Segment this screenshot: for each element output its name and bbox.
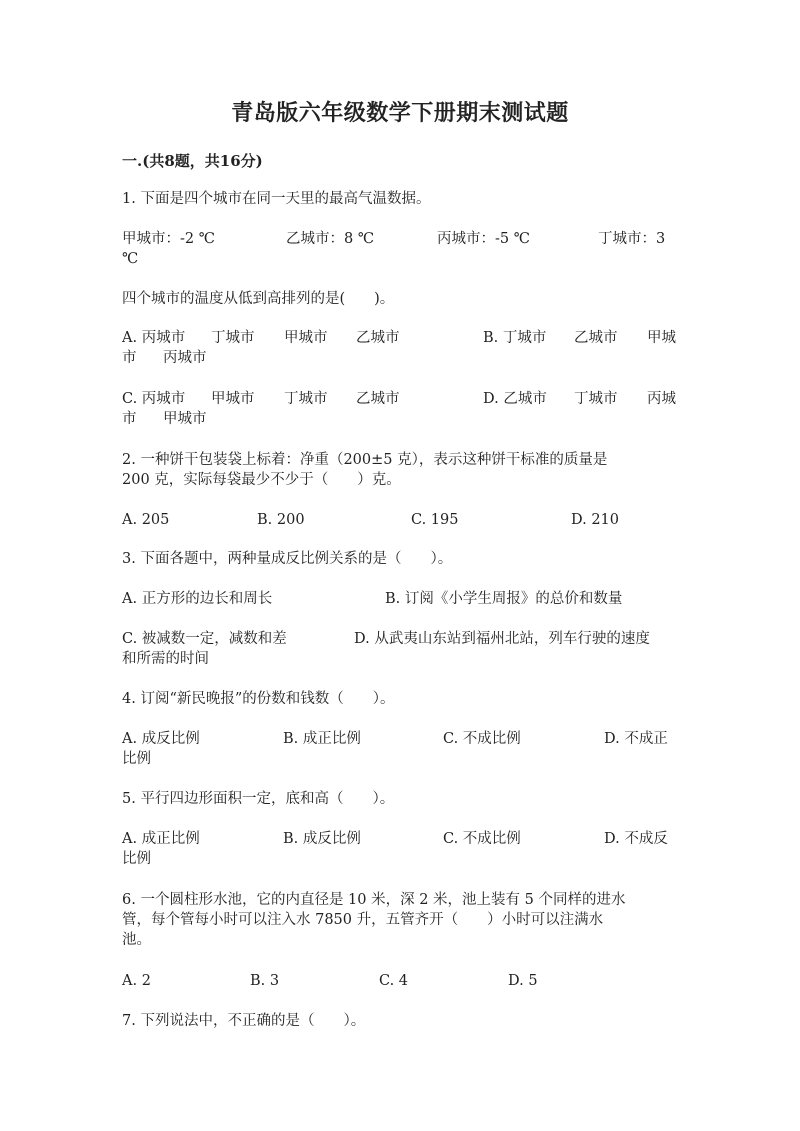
temp-bing: 丙城市：-5 ℃ (437, 231, 530, 247)
q3-option-b[interactable]: B. 订阅《小学生周报》的总价和数量 (385, 591, 623, 607)
q1-option-b-5: 丙城市 (163, 350, 207, 366)
q1-option-c-3: 丁城市 (284, 391, 328, 407)
q4-option-a[interactable]: A. 成反比例 (122, 731, 200, 747)
q2-option-b[interactable]: B. 200 (257, 512, 305, 528)
q1-option-b-2: 乙城市 (574, 330, 618, 346)
temp-yi: 乙城市：8 ℃ (286, 231, 375, 247)
question-2-stem-2: 200 克，实际每袋最少不少于（ ）克。 (122, 472, 401, 488)
q4-option-d[interactable]: D. 不成正 (604, 731, 668, 747)
q6-option-a[interactable]: A. 2 (122, 973, 151, 989)
question-6-stem-2: 管，每个管每小时可以注入水 7850 升，五管齐开（ ）小时可以注满水 (122, 912, 604, 928)
question-3-stem: 3. 下面各题中，两种量成反比例关系的是（ ）。 (122, 551, 453, 567)
q4-option-b[interactable]: B. 成正比例 (283, 731, 361, 747)
question-5-stem: 5. 平行四边形面积一定，底和高（ ）。 (122, 791, 395, 807)
q1-option-d-1[interactable]: D. 乙城市 (483, 391, 547, 407)
q1-option-c-2: 甲城市 (211, 391, 255, 407)
q3-option-d-2: 和所需的时间 (122, 651, 209, 667)
q5-option-a[interactable]: A. 成正比例 (122, 831, 200, 847)
q2-option-d[interactable]: D. 210 (571, 512, 620, 528)
question-1-stem: 1. 下面是四个城市在同一天里的最高气温数据。 (122, 191, 431, 207)
q6-option-c[interactable]: C. 4 (379, 973, 409, 989)
q3-option-d-1[interactable]: D. 从武夷山东站到福州北站，列车行驶的速度 (354, 631, 650, 647)
section-heading: 一.(共8题，共16分) (122, 152, 263, 170)
q1-option-b-4: 市 (122, 350, 137, 366)
q2-option-c[interactable]: C. 195 (411, 512, 459, 528)
question-7-stem: 7. 下列说法中，不正确的是（ ）。 (122, 1013, 366, 1029)
question-1-ask: 四个城市的温度从低到高排列的是( )。 (122, 291, 395, 307)
question-2-stem-1: 2. 一种饼干包装袋上标着：净重（200±5 克），表示这种饼干标准的质量是 (122, 452, 608, 468)
temp-jia: 甲城市：-2 ℃ (122, 231, 215, 247)
q5-option-d[interactable]: D. 不成反 (604, 831, 668, 847)
q1-option-a-3: 甲城市 (284, 330, 328, 346)
q1-option-d-3: 丙城 (647, 391, 676, 407)
q1-option-b-3: 甲城 (647, 330, 676, 346)
q6-option-d[interactable]: D. 5 (508, 973, 538, 989)
q1-option-b-1[interactable]: B. 丁城市 (483, 330, 547, 346)
question-4-stem: 4. 订阅“新民晚报”的份数和钱数（ ）。 (122, 691, 395, 707)
page-title: 青岛版六年级数学下册期末测试题 (231, 100, 569, 126)
q3-option-a[interactable]: A. 正方形的边长和周长 (122, 591, 273, 607)
q2-option-a[interactable]: A. 205 (122, 512, 170, 528)
question-6-stem-1: 6. 一个圆柱形水池，它的内直径是 10 米，深 2 米，池上装有 5 个同样的进水 (122, 892, 626, 908)
temp-ding: 丁城市：3 (598, 231, 666, 247)
question-6-stem-3: 池。 (122, 932, 151, 948)
q1-option-a-4: 乙城市 (356, 330, 400, 346)
q6-option-b[interactable]: B. 3 (250, 973, 280, 989)
q3-option-c[interactable]: C. 被减数一定，减数和差 (122, 631, 287, 647)
q5-option-d-wrap: 比例 (122, 851, 151, 867)
q1-option-c-1[interactable]: C. 丙城市 (122, 391, 186, 407)
q1-option-d-4: 市 (122, 411, 137, 427)
q1-option-a-1[interactable]: A. 丙城市 (122, 330, 186, 346)
q1-option-d-5: 甲城市 (163, 411, 207, 427)
q1-option-c-4: 乙城市 (356, 391, 400, 407)
q5-option-b[interactable]: B. 成反比例 (283, 831, 361, 847)
q1-option-d-2: 丁城市 (574, 391, 618, 407)
q5-option-c[interactable]: C. 不成比例 (443, 831, 521, 847)
q1-option-a-2: 丁城市 (211, 330, 255, 346)
q4-option-d-wrap: 比例 (122, 751, 151, 767)
temp-ding-unit: ℃ (122, 251, 139, 267)
q4-option-c[interactable]: C. 不成比例 (443, 731, 521, 747)
